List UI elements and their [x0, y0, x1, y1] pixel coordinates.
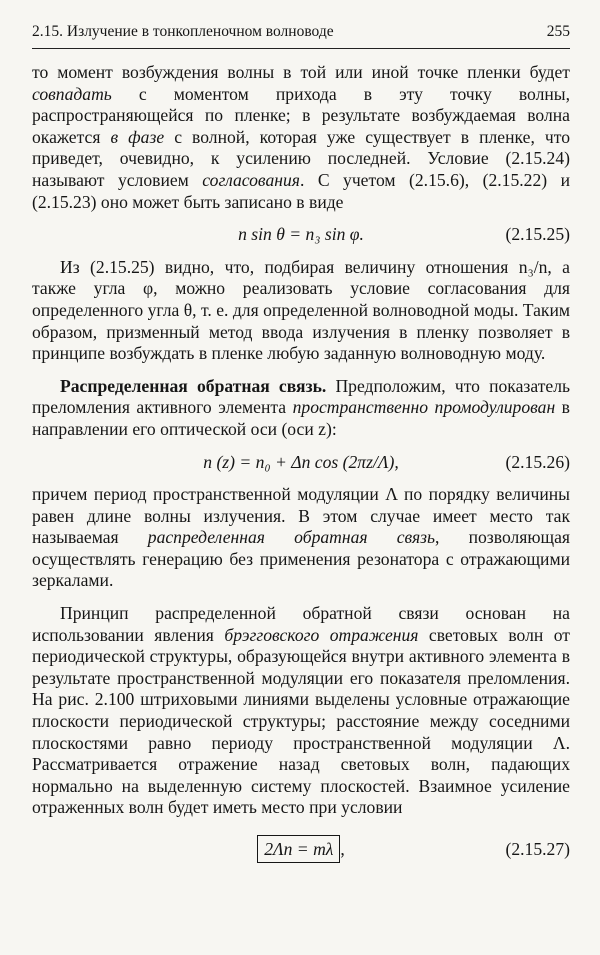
text-run: причем период пространственной модуляции Λ по порядку величины равен длине волны излучения. В этом случае имеет место так называемая: [32, 484, 570, 548]
text-run: Предположим, что показатель преломления активного элемента: [32, 375, 571, 418]
text-run: световых волн от периодической структуры, образующейся внутри активного элемента в результате пространственной модуляции его показателя преломления. На рис. 2.100 штриховыми линиями выделены условные отражающие плоскости периодической структуры; расстояние между соседними плоскостями равно периоду пространственной модуляции Λ. Рассматривается отражение назад световых волн, падающих нормально на выделенную систему плоскостей. Взаимное усиление отраженных волн будет иметь место при условии: [32, 624, 570, 818]
text-run: в направлении его оптической оси (оси z):: [32, 397, 570, 439]
page-header: [32, 20, 570, 49]
italic-term: согласования: [202, 169, 300, 190]
boxed-formula: 2Λn = mλ: [257, 835, 340, 863]
equation-2-15-27: [32, 835, 570, 865]
text-run: Принцип распределенной обратной связи основан на использовании явления: [32, 603, 570, 645]
italic-term: распределенная обратная связь: [147, 527, 436, 548]
equation-label: (2.15.26): [505, 451, 570, 472]
paragraph-5: [32, 603, 570, 819]
formula-comma: ,: [340, 839, 345, 859]
text-run: то момент возбуждения волны в той или иной точке пленки будет: [32, 62, 570, 82]
paragraph-heading: Распределенная обратная связь.: [60, 375, 327, 396]
italic-term: совпадать: [32, 83, 112, 104]
equation-formula: n (z) = n₀ + Δn cos (2πz/Λ),: [203, 451, 399, 472]
text-run: . С учетом (2.15.6), (2.15.22) и (2.15.23) оно может быть записано в виде: [32, 169, 570, 212]
text-run: с волной, которая уже существует в пленке, что приведет, очевидно, к усилению последней. Условие (2.15.24) называют условием: [32, 126, 570, 190]
equation-label: (2.15.25): [505, 224, 570, 245]
equation-2-15-25: [32, 224, 570, 246]
paragraph-1: [32, 62, 570, 213]
equation-2-15-26: [32, 452, 570, 474]
italic-term: в фазе: [110, 126, 165, 147]
equation-formula: [32, 835, 570, 863]
paragraph-3: [32, 376, 570, 441]
equation-label: (2.15.27): [505, 839, 570, 859]
text-run: , позволяющая осуществлять генерацию без применения резонатора с отражающими зеркалами.: [32, 527, 570, 591]
page-number: 255: [546, 23, 570, 40]
italic-term: пространственно промодулирован: [292, 397, 556, 418]
paragraph-4: [32, 484, 570, 592]
section-title: 2.15. Излучение в тонкопленочном волноводе: [32, 23, 334, 40]
page-body: [32, 62, 570, 876]
paragraph-2: Из (2.15.25) видно, что, подбирая величину отношения n₃/n, а также угла φ, можно реализовать условие согласования для определенного угла θ, т. е. для определенной волноводной моды. Таким образом, призменный метод ввода излучения в пленку позволяет в принципе возбуждать в пленке любую заданную волноводную моду.: [32, 256, 570, 364]
text-run: с моментом прихода в эту точку волны, распространяющейся по пленке; в результате возбуждаемая волна окажется: [32, 83, 570, 147]
italic-term: брэгговского отражения: [224, 624, 419, 645]
equation-formula: n sin θ = n₃ sin φ.: [238, 224, 364, 245]
